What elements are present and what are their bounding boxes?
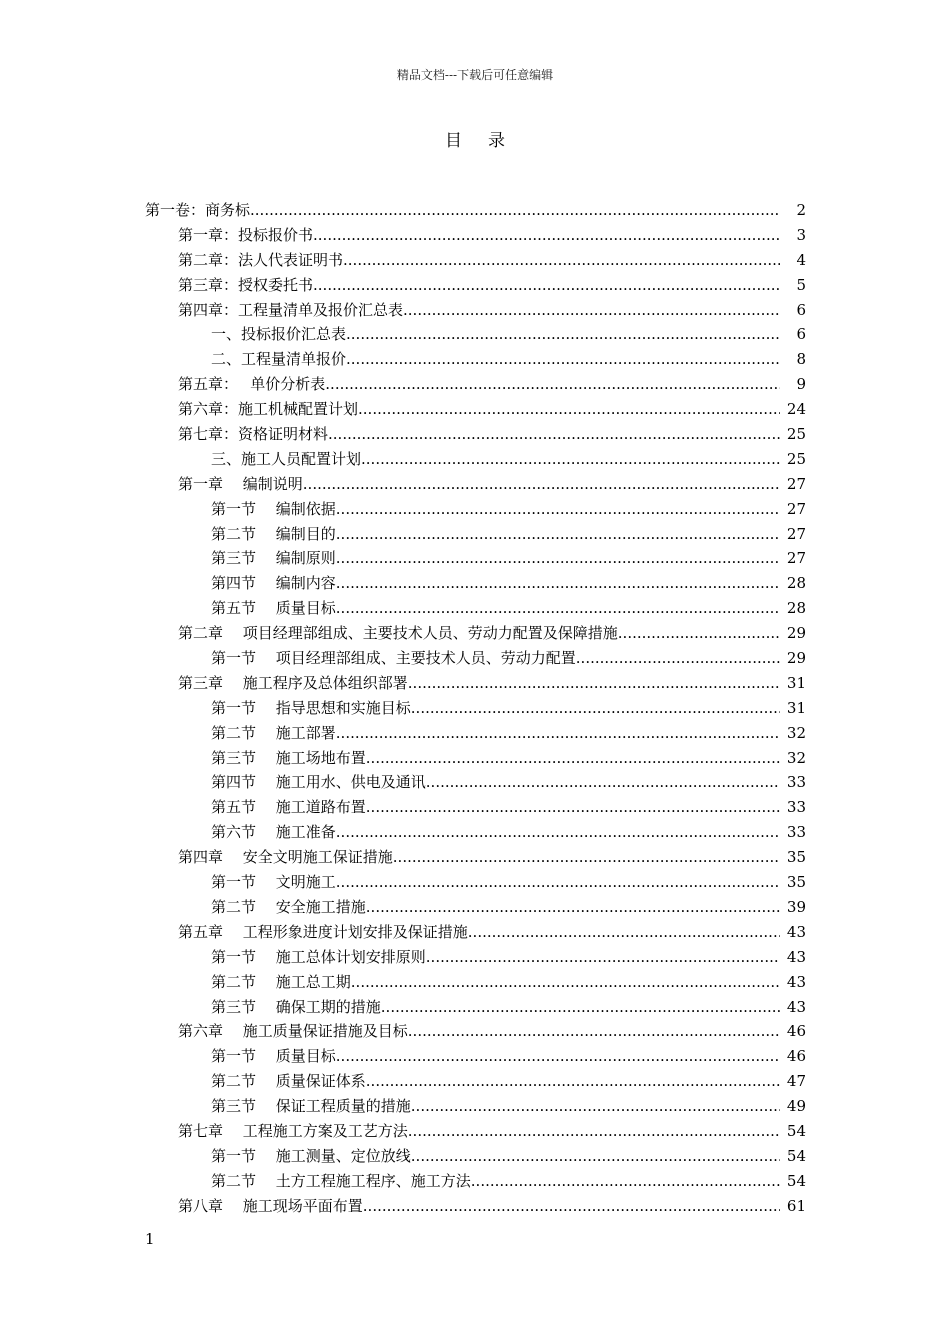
toc-entry[interactable]: [145, 372, 806, 397]
toc-entry-page: 2: [796, 198, 806, 223]
toc-entry-page: 6: [796, 322, 806, 347]
toc-entry-label: 第四章：工程量清单及报价汇总表 .....: [178, 298, 780, 323]
toc-entry[interactable]: [145, 223, 806, 248]
toc-entry-page: 29: [787, 646, 806, 671]
toc-entry-label: 第一章 编制说明 .....: [178, 472, 780, 497]
toc-entry-label: 第一节 质量目标 .....: [211, 1044, 780, 1069]
toc-entry-page: 6: [796, 298, 806, 323]
toc-entry-label: 第四章 安全文明施工保证措施 .....: [178, 845, 780, 870]
toc-entry[interactable]: [145, 1019, 806, 1044]
toc-entry-page: 31: [787, 671, 806, 696]
toc-entry-label: 第三节 确保工期的措施 .....: [211, 995, 780, 1020]
toc-entry-page: 28: [787, 596, 806, 621]
toc-entry[interactable]: [145, 472, 806, 497]
toc-entry-page: 33: [787, 820, 806, 845]
toc-entry-label: 第二节 质量保证体系 .....: [211, 1069, 780, 1094]
toc-entry[interactable]: [145, 721, 806, 746]
toc-entry-label: 第一节 施工测量、定位放线 .....: [211, 1144, 780, 1169]
toc-entry[interactable]: [145, 1094, 806, 1119]
toc-entry-label: 第七章 工程施工方案及工艺方法 .....: [178, 1119, 780, 1144]
toc-entry[interactable]: [145, 1169, 806, 1194]
toc-entry[interactable]: [145, 273, 806, 298]
toc-entry-label: 第一节 指导思想和实施目标 .....: [211, 696, 780, 721]
toc-entry[interactable]: [145, 621, 806, 646]
toc-entry-page: 35: [787, 845, 806, 870]
toc-entry[interactable]: [145, 746, 806, 771]
toc-entry-page: 27: [787, 472, 806, 497]
toc-entry[interactable]: [145, 1119, 806, 1144]
toc-entry-page: 43: [787, 970, 806, 995]
toc-entry-page: 39: [787, 895, 806, 920]
toc-entry[interactable]: [145, 845, 806, 870]
toc-entry-page: 54: [787, 1144, 806, 1169]
toc-entry-page: 54: [787, 1169, 806, 1194]
toc-entry-label: 第三章：授权委托书 .....: [178, 273, 780, 298]
toc-entry-label: 三、施工人员配置计划 .....: [211, 447, 780, 472]
toc-entry-page: 54: [787, 1119, 806, 1144]
toc-entry[interactable]: [145, 1194, 806, 1219]
toc-entry[interactable]: [145, 198, 806, 223]
page-header: 精品文档---下载后可任意编辑: [396, 68, 554, 82]
toc-entry-page: 33: [787, 795, 806, 820]
toc-entry-page: 43: [787, 995, 806, 1020]
toc-entry[interactable]: [145, 596, 806, 621]
toc-entry-label: 第六章：施工机械配置计划 .....: [178, 397, 780, 422]
toc-entry-label: 第二节 施工总工期 .....: [211, 970, 780, 995]
toc-entry-label: 第五章： 单价分析表 .....: [178, 372, 780, 397]
toc-entry-page: 29: [787, 621, 806, 646]
toc-entry[interactable]: [145, 571, 806, 596]
toc-entry[interactable]: [145, 895, 806, 920]
toc-entry-label: 第五节 质量目标 .....: [211, 596, 780, 621]
toc-entry-page: 33: [787, 770, 806, 795]
toc-entry-label: 第三节 施工场地布置 .....: [211, 746, 780, 771]
toc-title-left: 目: [445, 131, 462, 151]
toc-entry[interactable]: [145, 870, 806, 895]
toc-entry-page: 25: [787, 447, 806, 472]
page-number: 1: [145, 1230, 155, 1248]
toc-entry-page: 61: [787, 1194, 806, 1219]
toc-entry[interactable]: [145, 995, 806, 1020]
toc-entry-label: 第二章：法人代表证明书 .....: [178, 248, 780, 273]
toc-entry-label: 第二章 项目经理部组成、主要技术人员、劳动力配置及保障措施 .....: [178, 621, 780, 646]
toc-title-right: 录: [488, 131, 505, 151]
toc-entry-label: 第二节 安全施工措施 .....: [211, 895, 780, 920]
toc-entry-label: 第二节 编制目的 .....: [211, 522, 780, 547]
toc-entry-label: 第三节 保证工程质量的措施 .....: [211, 1094, 780, 1119]
toc-entry[interactable]: [145, 920, 806, 945]
toc-entry-page: 5: [796, 273, 806, 298]
table-of-contents: [145, 198, 806, 1219]
toc-entry[interactable]: [145, 248, 806, 273]
toc-entry[interactable]: [145, 1144, 806, 1169]
toc-entry[interactable]: [145, 945, 806, 970]
toc-entry-label: 第六节 施工准备 .....: [211, 820, 780, 845]
toc-entry-label: 二、工程量清单报价 .....: [211, 347, 780, 372]
toc-entry-label: 第五节 施工道路布置 .....: [211, 795, 780, 820]
toc-entry-page: 49: [787, 1094, 806, 1119]
toc-entry-page: 31: [787, 696, 806, 721]
toc-entry[interactable]: [145, 1044, 806, 1069]
toc-entry-label: 一、投标报价汇总表 .....: [211, 322, 780, 347]
toc-entry[interactable]: [145, 447, 806, 472]
toc-entry-page: 28: [787, 571, 806, 596]
toc-entry-label: 第八章 施工现场平面布置 .....: [178, 1194, 780, 1219]
toc-entry[interactable]: [145, 522, 806, 547]
toc-entry-page: 27: [787, 546, 806, 571]
toc-entry-label: 第一节 施工总体计划安排原则 .....: [211, 945, 780, 970]
toc-entry-label: 第三节 编制原则 .....: [211, 546, 780, 571]
toc-entry[interactable]: [145, 770, 806, 795]
toc-entry-label: 第四节 施工用水、供电及通讯 .....: [211, 770, 780, 795]
toc-entry-label: 第六章 施工质量保证措施及目标 .....: [178, 1019, 780, 1044]
toc-entry-label: 第一章：投标报价书 .....: [178, 223, 780, 248]
toc-entry-label: 第一节 编制依据 .....: [211, 497, 780, 522]
toc-title: [0, 126, 950, 151]
toc-entry[interactable]: [145, 298, 806, 323]
toc-entry-page: 32: [787, 746, 806, 771]
toc-entry-label: 第二节 土方工程施工程序、施工方法 .....: [211, 1169, 780, 1194]
toc-entry[interactable]: [145, 970, 806, 995]
toc-entry[interactable]: [145, 322, 806, 347]
toc-entry-page: 32: [787, 721, 806, 746]
toc-entry-page: 4: [796, 248, 806, 273]
toc-entry-page: 46: [787, 1044, 806, 1069]
toc-entry-label: 第一节 文明施工 .....: [211, 870, 780, 895]
toc-entry[interactable]: [145, 696, 806, 721]
toc-entry[interactable]: [145, 795, 806, 820]
toc-entry-page: 24: [787, 397, 806, 422]
toc-entry[interactable]: [145, 671, 806, 696]
toc-entry-label: 第七章：资格证明材料 .....: [178, 422, 780, 447]
toc-entry-page: 9: [796, 372, 806, 397]
toc-entry-page: 43: [787, 945, 806, 970]
toc-entry[interactable]: [145, 1069, 806, 1094]
toc-entry[interactable]: [145, 646, 806, 671]
toc-entry-page: 27: [787, 497, 806, 522]
toc-entry-page: 25: [787, 422, 806, 447]
toc-entry-label: 第二节 施工部署 .....: [211, 721, 780, 746]
toc-entry-page: 8: [796, 347, 806, 372]
toc-entry-label: 第一节 项目经理部组成、主要技术人员、劳动力配置 .....: [211, 646, 780, 671]
toc-entry-label: 第一卷：商务标 .....: [145, 198, 780, 223]
toc-entry-page: 27: [787, 522, 806, 547]
toc-entry[interactable]: [145, 497, 806, 522]
toc-entry-page: 3: [796, 223, 806, 248]
toc-entry[interactable]: [145, 546, 806, 571]
toc-entry[interactable]: [145, 397, 806, 422]
toc-entry-label: 第四节 编制内容 .....: [211, 571, 780, 596]
toc-entry-label: 第五章 工程形象进度计划安排及保证措施 .....: [178, 920, 780, 945]
toc-entry-page: 35: [787, 870, 806, 895]
toc-entry-page: 47: [787, 1069, 806, 1094]
toc-entry-page: 43: [787, 920, 806, 945]
toc-entry[interactable]: [145, 347, 806, 372]
toc-entry-page: 46: [787, 1019, 806, 1044]
toc-entry[interactable]: [145, 820, 806, 845]
toc-entry[interactable]: [145, 422, 806, 447]
toc-entry-label: 第三章 施工程序及总体组织部署 .....: [178, 671, 780, 696]
